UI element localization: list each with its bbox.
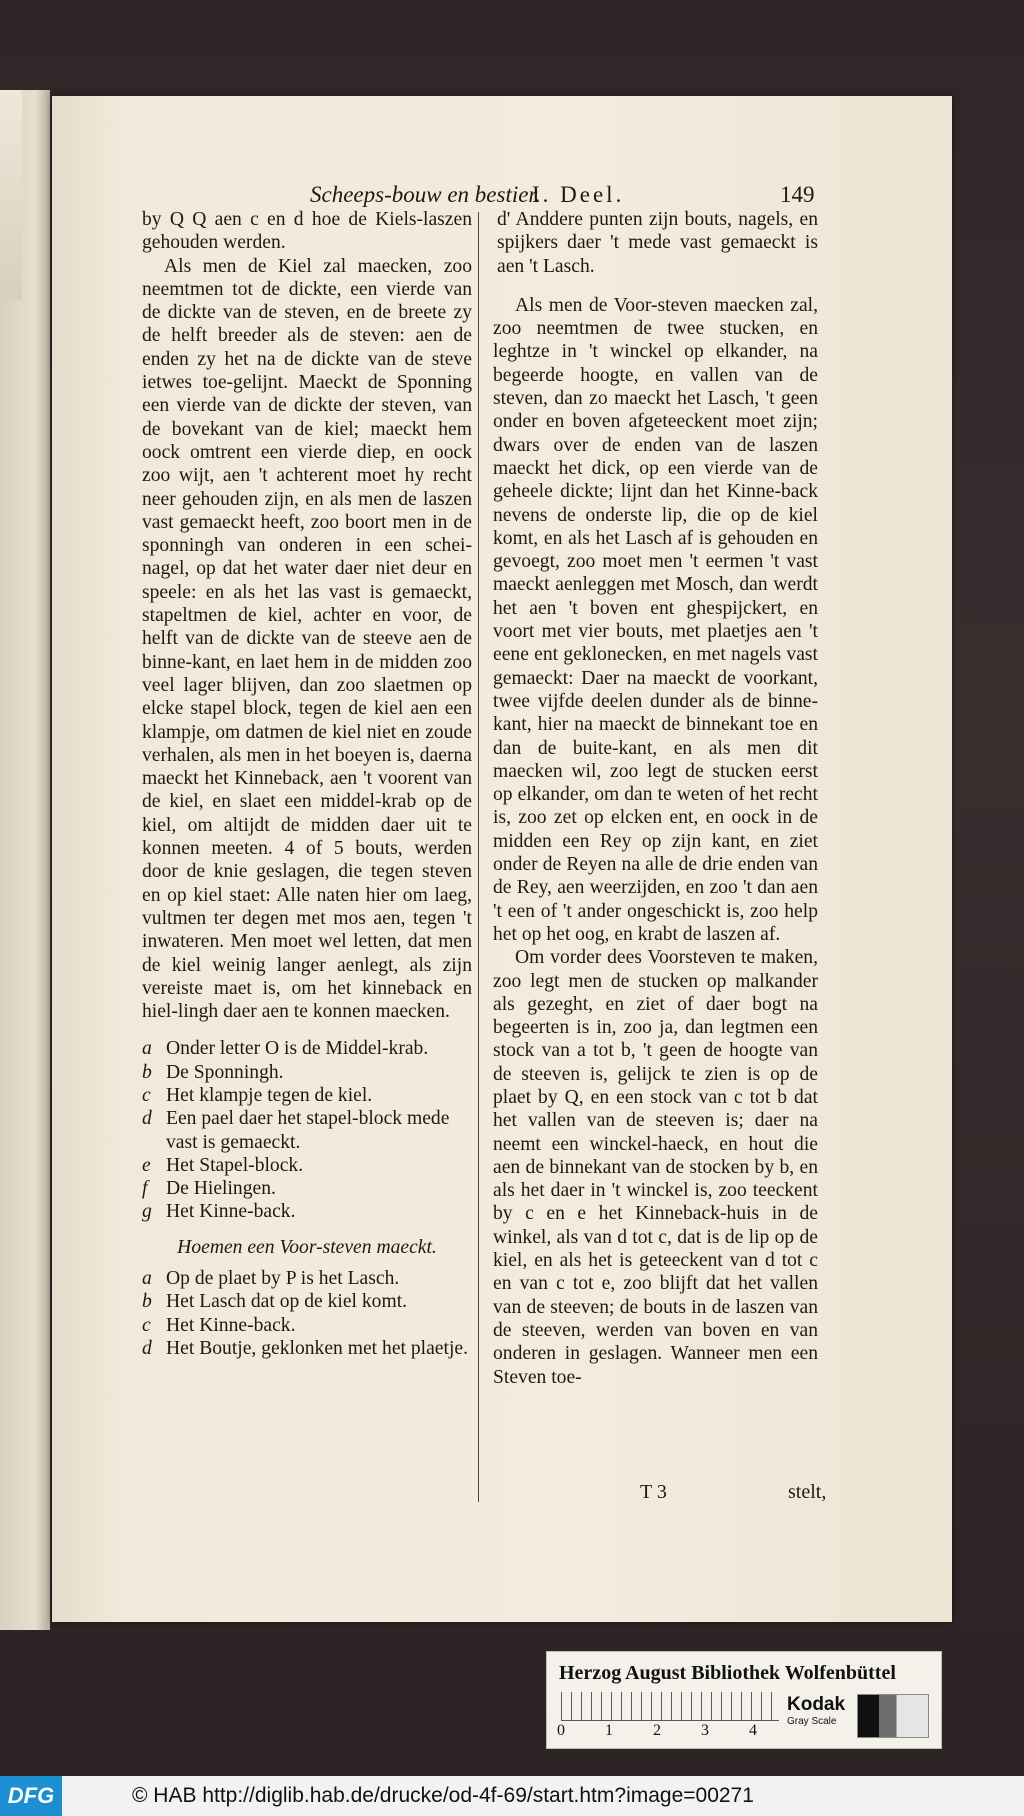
- dfg-logo: DFG: [0, 1776, 62, 1816]
- section-subheading: Hoemen een Voor-steven maeckt.: [177, 1236, 437, 1258]
- kodak-logo: Kodak: [787, 1694, 846, 1715]
- library-color-target: Herzog August Bibliothek Wolfenbüttel 0 1 2 3 4 Kodak Gray Scale: [546, 1651, 942, 1749]
- page-number: 149: [780, 182, 815, 207]
- figure-note: d' Anddere punten zijn bouts, nagels, en spijkers daer 't mede vast gemaeckt is aen 't Lasch.: [497, 209, 818, 277]
- legend-item: d Een pael daer het stapel-block mede vast is gemaeckt.: [142, 1108, 450, 1153]
- paragraph: Als men de Kiel zal maecken, zoo neemtmen tot de dickte, een vierde van de dickte van de steven, en de breete zy de helft breeder als de steven: aen de enden zy het na de dickte van de steve ietwes toe-gelijnt. Maeckt de Sponning een vierde van de dickte der steven, van de bovekant van de kiel; maeckt hem oock omtrent een vierde diep, en oock zoo wijt, aen 't achterent moet hy recht neer gehouden zijn, en als men de laszen vast gemaeckt heeft, zoo boort men in de sponningh van onderen in een schei-nagel, op dat het water daer niet deur en speele: en als het las vast is gemaeckt, stapeltmen de kiel, achter en voor, de helft van de dickte van de steeve aen de binne-kant, en laet hem in de midden zoo veel lager blijven, dan zoo slaetmen op elcke stapel block, tegen de kiel aen een klampje, om datmen de kiel niet en zoude verhalen, als men in het boeyen is, daerna maeckt het Kinneback, aen 't voorent van de kiel, en slaet een middel-krab op de kiel, om altijdt de midden daer uit te konnen meeten. 4 of 5 bouts, werden door de knie geslagen, die tegen steven en op kiel staet: Alle naten hier om laeg, vultmen ter degen met mos aen, tegen 't inwateren. Men moet wel letten, dat men de kiel weinig langer aenlegt, als zijn vereiste maet is, om het kinneback en hiel-lingh daer aen te konnen maecken.: [142, 255, 472, 1023]
- paragraph: Als men de Voor-steven maecken zal, zoo neemtmen de twee stucken, en leghtze in 't winckel op elkander, na begeerde hoogte, en vallen van de steven, dan zo maeckt het Lasch, 't geen onder en boven afgeteeckent moet zijn; dwars over de enden van de laszen maeckt het dick, op een vierde van de geheele dickte; lijnt dan het Kinne-back nevens de onderste lip, die op de kiel komt, en als het Lasch af is gehouden en gevoegt, zoo moet men 't eermen 't vast maeckt aenleggen met Mosch, dan werdt het aen 't boven ent ghespijckert, en voort met vier bouts, met plaetjes aen 't eene ent geklonecken, en met nagels vast gemaeckt: Daer na maeckt de voorkant, twee vijfde deelen dunder als de binne-kant, hier na maeckt de binnekant toe en dan de buite-kant, en als men dit maecken wil, zoo legt de stucken eerst op elkander, om dan te weten of het recht is, zoo zet op elcken ent, en oock in de midden een Rey op zijn kant, en ziet onder de Reyen na alle de drie enden van de Rey, aen weerzijden, en zoo 't dan aen 't een of 't ander ongeschickt is, zoo help het op het oog, en krabt de laszen af.: [493, 294, 818, 945]
- running-title: Scheeps-bouw en bestier.: [310, 182, 541, 207]
- legend-list: [142, 1037, 472, 1223]
- legend-item: c Het klampje tegen de kiel.: [142, 1084, 373, 1106]
- legend-item: b Het Lasch dat op de kiel komt.: [142, 1291, 408, 1313]
- gray-scale-swatch: [857, 1694, 929, 1738]
- facing-page-edge: [0, 90, 50, 1630]
- library-name: Herzog August Bibliothek Wolfenbüttel: [559, 1662, 896, 1684]
- right-column: [493, 208, 818, 1389]
- paragraph: by Q Q aen c en d hoe de Kiels-laszen gehouden werden.: [142, 209, 472, 254]
- legend-item: g Het Kinne-back.: [142, 1201, 296, 1223]
- scale-ruler: [561, 1692, 779, 1721]
- catchword: stelt,: [788, 1481, 827, 1503]
- legend-item: e Het Stapel-block.: [142, 1154, 304, 1176]
- footer-bar: [0, 1776, 1024, 1816]
- legend-item: b De Sponningh.: [142, 1061, 284, 1083]
- copyright-link[interactable]: © HAB http://diglib.hab.de/drucke/od-4f-69/start.htm?image=00271: [132, 1784, 754, 1807]
- legend-item: c Het Kinne-back.: [142, 1314, 296, 1336]
- legend-item: f De Hielingen.: [142, 1178, 276, 1200]
- left-column: [142, 208, 472, 1360]
- part-label: I. Deel.: [532, 182, 625, 207]
- legend-item: a Onder letter O is de Middel-krab.: [142, 1038, 429, 1060]
- signature-mark: T 3: [640, 1481, 667, 1503]
- legend-list: [142, 1267, 472, 1360]
- paragraph: Om vorder dees Voorsteven te maken, zoo legt men de stucken op malkander als gezeght, en ziet of daer bogt na begeerten is in, zoo ja, dan legtmen een stock van a tot b, 't geen de hoogte van de steeven is, gelijck te zien is op de plaet by Q, en een stock van c tot b dat het vallen van de steeven is; daer na neemt een winckel-haeck, en hout die aen de binnekant van de stocken by b, en als het daer in 't winckel is, zoo teeckent by c en e het Kinneback-huis in de winkel, als van d tot c, dat is de lip op de kiel, en als het is geteeckent van d tot c en van c tot e, zoo blijft dat het vallen van de steeven; de bouts in de laszen van de steeven, werden van boven en van onderen in geslagen. Wanneer men een Steven toe-: [493, 947, 818, 1388]
- legend-item: d Het Boutje, geklonken met het plaetje.: [142, 1337, 468, 1359]
- legend-item: a Op de plaet by P is het Lasch.: [142, 1268, 400, 1290]
- running-header: [310, 182, 960, 210]
- gray-scale-label: Gray Scale: [787, 1716, 837, 1727]
- column-rule: [478, 212, 479, 1502]
